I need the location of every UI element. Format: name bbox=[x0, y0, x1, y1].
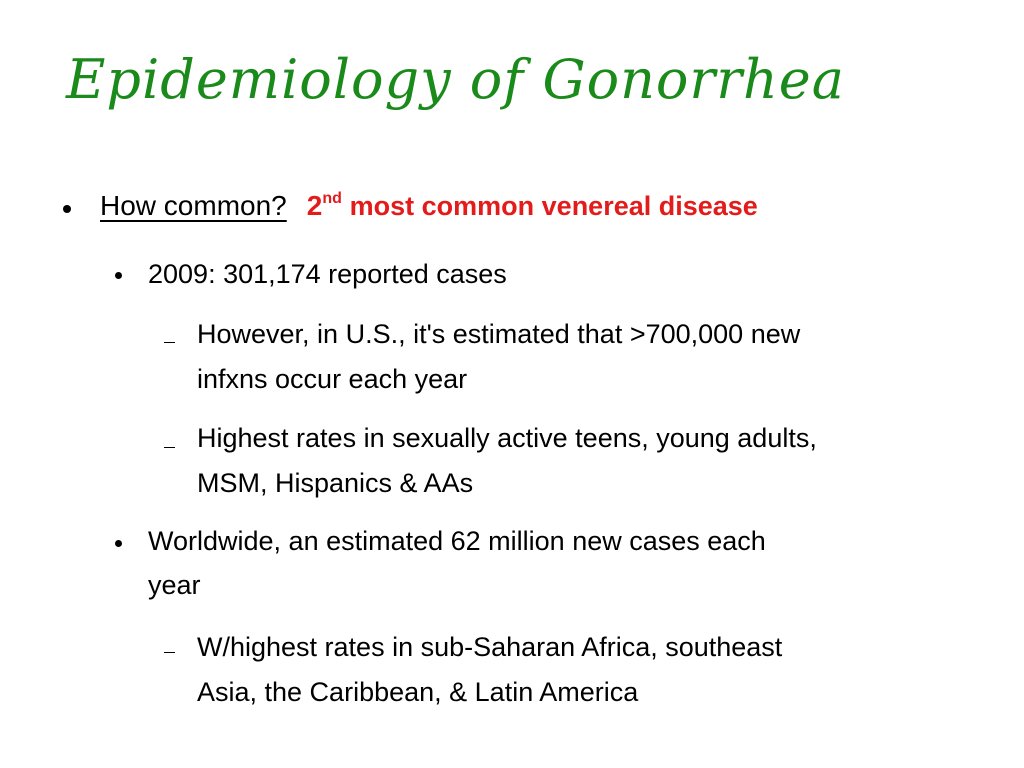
bullet-dot-icon bbox=[115, 272, 122, 279]
answer-number: 2 bbox=[306, 190, 323, 221]
dash-icon bbox=[164, 342, 175, 343]
bullet-worldwide-line2: year bbox=[148, 570, 201, 600]
sub-bullet-highest-rates-line2: MSM, Hispanics & AAs bbox=[197, 468, 474, 498]
dash-icon bbox=[164, 447, 175, 448]
bullet-2009-cases: 2009: 301,174 reported cases bbox=[148, 259, 507, 289]
answer-text: most common venereal disease bbox=[349, 191, 758, 221]
sub-bullet-highest-rates-line1: Highest rates in sexually active teens, young adults, bbox=[197, 423, 817, 453]
dash-icon bbox=[164, 652, 175, 653]
answer-ordinal-suffix: nd bbox=[322, 190, 342, 207]
bullet-dot-icon bbox=[63, 205, 71, 213]
how-common-question: How common? bbox=[100, 190, 287, 221]
sub-bullet-us-estimate-line2: infxns occur each year bbox=[197, 364, 468, 394]
bullet-worldwide-line1: Worldwide, an estimated 62 million new cases each bbox=[148, 526, 766, 556]
sub-bullet-us-estimate-line1: However, in U.S., it's estimated that >700,000 new bbox=[197, 319, 801, 349]
bullet-how-common bbox=[100, 182, 758, 230]
sub-bullet-worldwide-rates-line1: W/highest rates in sub-Saharan Africa, southeast bbox=[197, 632, 783, 662]
sub-bullet-worldwide-rates-line2: Asia, the Caribbean, & Latin America bbox=[197, 677, 639, 707]
slide-title: Epidemiology of Gonorrhea bbox=[66, 48, 845, 111]
answer-ordinal bbox=[307, 190, 342, 221]
bullet-dot-icon bbox=[115, 540, 122, 547]
